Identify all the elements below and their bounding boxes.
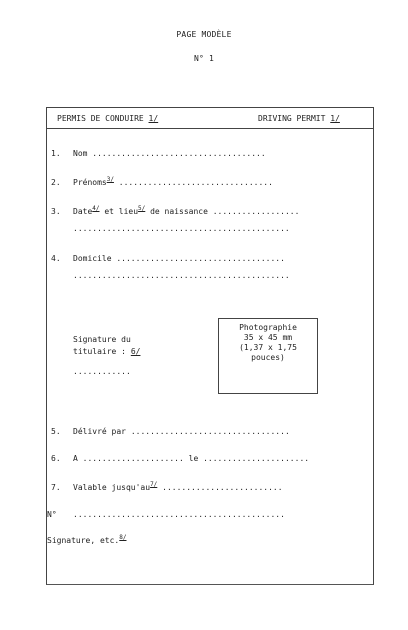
field-num-no: N° bbox=[47, 510, 57, 519]
permit-title-fr: PERMIS DE CONDUIRE 1/ bbox=[57, 114, 159, 123]
footnote-ref: 1/ bbox=[330, 114, 340, 123]
holder-signature-label: Signature du bbox=[73, 335, 131, 344]
field-num-2: 2. bbox=[51, 178, 61, 187]
footnote-ref: 6/ bbox=[130, 347, 141, 356]
driving-permit-form bbox=[46, 107, 374, 585]
field-issued-by: Délivré par ................................. bbox=[73, 427, 290, 436]
page-number: N° 1 bbox=[193, 54, 215, 63]
field-num-6: 6. bbox=[51, 454, 61, 463]
photo-size-in: (1,37 x 1,75 bbox=[239, 343, 297, 352]
permit-title-en: DRIVING PERMIT 1/ bbox=[258, 114, 340, 123]
photo-size-mm: 35 x 45 mm bbox=[243, 333, 293, 342]
footnote-ref: 5/ bbox=[138, 205, 146, 212]
signature-etc: Signature, etc.$^{8/}$ bbox=[47, 534, 127, 545]
page-title: PAGE MODÈLE bbox=[176, 30, 232, 39]
holder-signature-line: ............ bbox=[73, 367, 131, 376]
photo-label: Photographie bbox=[239, 323, 297, 332]
field-num-4: 4. bbox=[51, 254, 61, 263]
field-place-date: A ..................... le ...................... bbox=[73, 454, 310, 463]
photo-box bbox=[218, 318, 318, 394]
field-valid-until: Valable $jusqu'au^{7/}$ ......................... bbox=[73, 481, 283, 492]
photo-size-unit: pouces) bbox=[251, 353, 285, 362]
field-num-3: 3. bbox=[51, 207, 61, 216]
field-prenoms: Prénoms$^{3/}$ ................................ bbox=[73, 176, 273, 187]
fill-line: ............................................ bbox=[73, 510, 285, 519]
field-num-1: 1. bbox=[51, 149, 61, 158]
fill-line: ............................................. bbox=[73, 224, 290, 233]
footnote-ref: 8/ bbox=[119, 534, 127, 541]
fill-line: ................................. bbox=[130, 427, 290, 436]
header-divider bbox=[47, 128, 373, 129]
field-num-7: 7. bbox=[51, 483, 61, 492]
holder-signature-label-2: titulaire : 6/ bbox=[73, 347, 141, 356]
footnote-ref: 3/ bbox=[106, 176, 114, 183]
fill-line: ................................ bbox=[118, 178, 273, 187]
footnote-ref: 1/ bbox=[148, 114, 159, 123]
fill-line: ............................................. bbox=[73, 271, 290, 280]
fill-line: ......................... bbox=[162, 483, 283, 492]
fill-line: ..................... bbox=[82, 454, 184, 463]
fill-line: .................................... bbox=[92, 149, 266, 158]
footnote-ref: 7/ bbox=[150, 481, 158, 488]
fill-line: .................. bbox=[212, 207, 300, 216]
field-nom: Nom .................................... bbox=[73, 149, 266, 158]
fill-line: ................................... bbox=[116, 254, 285, 263]
field-num-5: 5. bbox=[51, 427, 61, 436]
footnote-ref: 4/ bbox=[92, 205, 100, 212]
field-birth: Date$^{4/}$ et lieu$^{5/}$ de naissance .................. bbox=[73, 205, 300, 216]
field-domicile: Domicile ................................... bbox=[73, 254, 285, 263]
fill-line: ...................... bbox=[203, 454, 310, 463]
